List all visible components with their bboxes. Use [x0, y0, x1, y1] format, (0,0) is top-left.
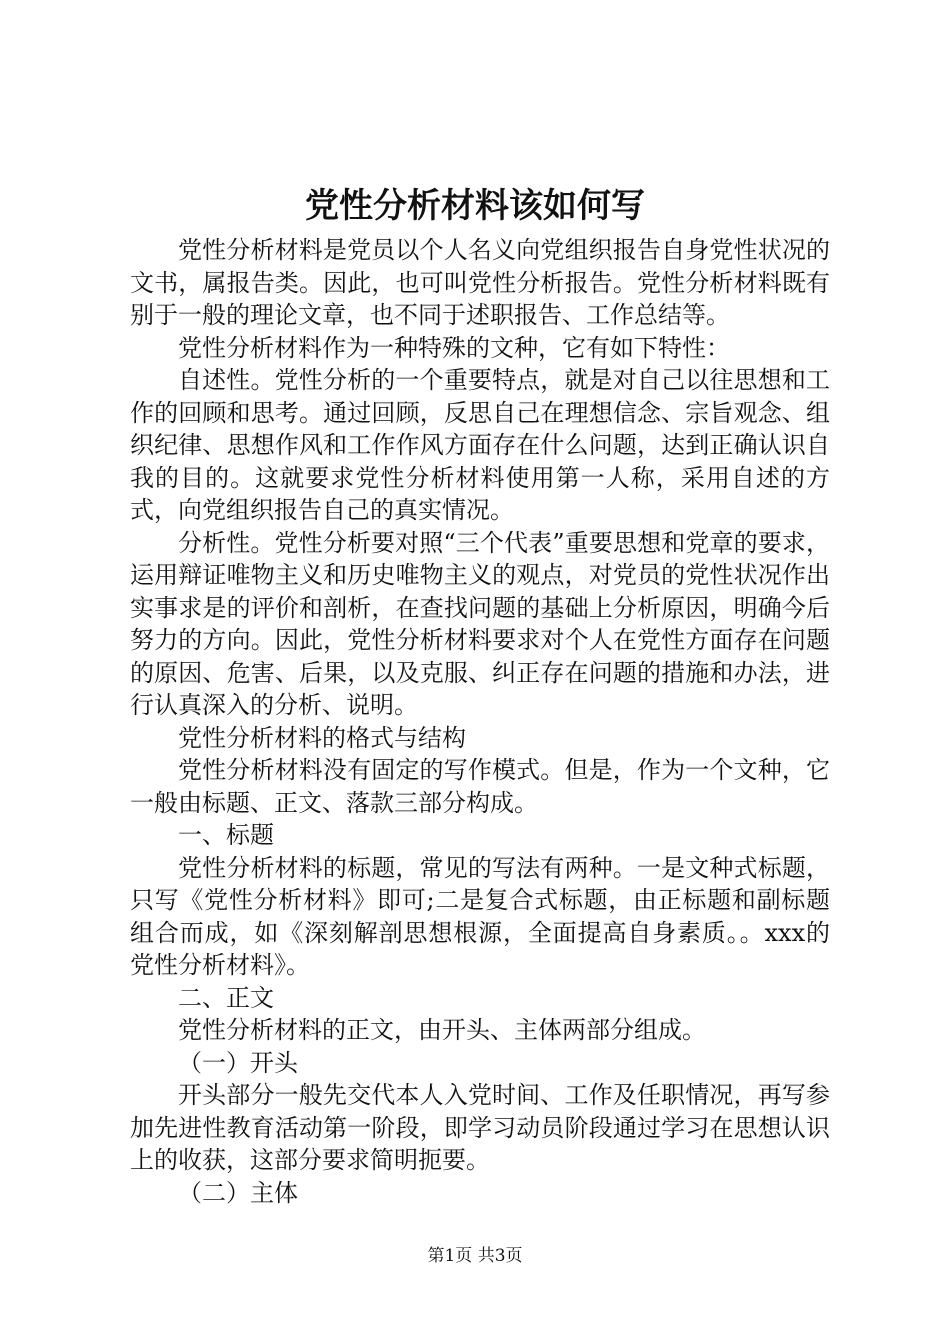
paragraph-opening: 开头部分一般先交代本人入党时间、工作及任职情况，再写参加先进性教育活动第一阶段，即学习动员阶段通过学习在思想认识上的收获，这部分要求简明扼要。: [130, 1081, 830, 1174]
paragraph-format: 党性分析材料没有固定的写作模式。但是，作为一个文种，它一般由标题、正文、落款三部分构成。: [130, 756, 830, 817]
paragraph-intro: 党性分析材料是党员以个人名义向党组织报告自身党性状况的文书，属报告类。因此，也可叫党性分析报告。党性分析材料既有别于一般的理论文章，也不同于述职报告、工作总结等。: [130, 236, 830, 329]
section-heading-format: 党性分析材料的格式与结构: [178, 723, 466, 752]
section-heading-title: 一、标题: [178, 821, 274, 849]
page-number-footer: 第1页 共3页: [427, 1246, 523, 1266]
document-body: [130, 234, 830, 1209]
subsection-heading-main: （二）主体: [178, 1178, 298, 1207]
paragraph-self-narrative: 自述性。党性分析的一个重要特点，就是对自己以往思想和工作的回顾和思考。通过回顾，反思自己在理想信念、宗旨观念、组织纪律、思想作风和工作作风方面存在什么问题，达到正确认识自我的目的。这就要求党性分析材料使用第一人称，采用自述的方式，向党组织报告自己的真实情况。: [130, 366, 830, 524]
paragraph-body: 党性分析材料的正文，由开头、主体两部分组成。: [178, 1016, 706, 1044]
paragraph-title: 党性分析材料的标题，常见的写法有两种。一是文种式标题，只写《党性分析材料》即可;二是复合式标题，由正标题和副标题组合而成，如《深刻解剖思想根源，全面提高自身素质。。xxx的党性分析材料》。: [130, 853, 830, 979]
subsection-heading-opening: （一）开头: [178, 1048, 298, 1077]
paragraph-analytical: 分析性。党性分析要对照“三个代表”重要思想和党章的要求，运用辩证唯物主义和历史唯物主义的观点，对党员的党性状况作出实事求是的评价和剖析，在查找问题的基础上分析原因，明确今后努力的方向。因此，党性分析材料要求对个人在党性方面存在问题的原因、危害、后果，以及克服、纠正存在问题的措施和办法，进行认真深入的分析、说明。: [130, 528, 830, 719]
document-title: 党性分析材料该如何写: [305, 186, 645, 226]
paragraph-characteristics-lead: 党性分析材料作为一种特殊的文种，它有如下特性：: [178, 333, 730, 362]
section-heading-body: 二、正文: [178, 983, 274, 1012]
